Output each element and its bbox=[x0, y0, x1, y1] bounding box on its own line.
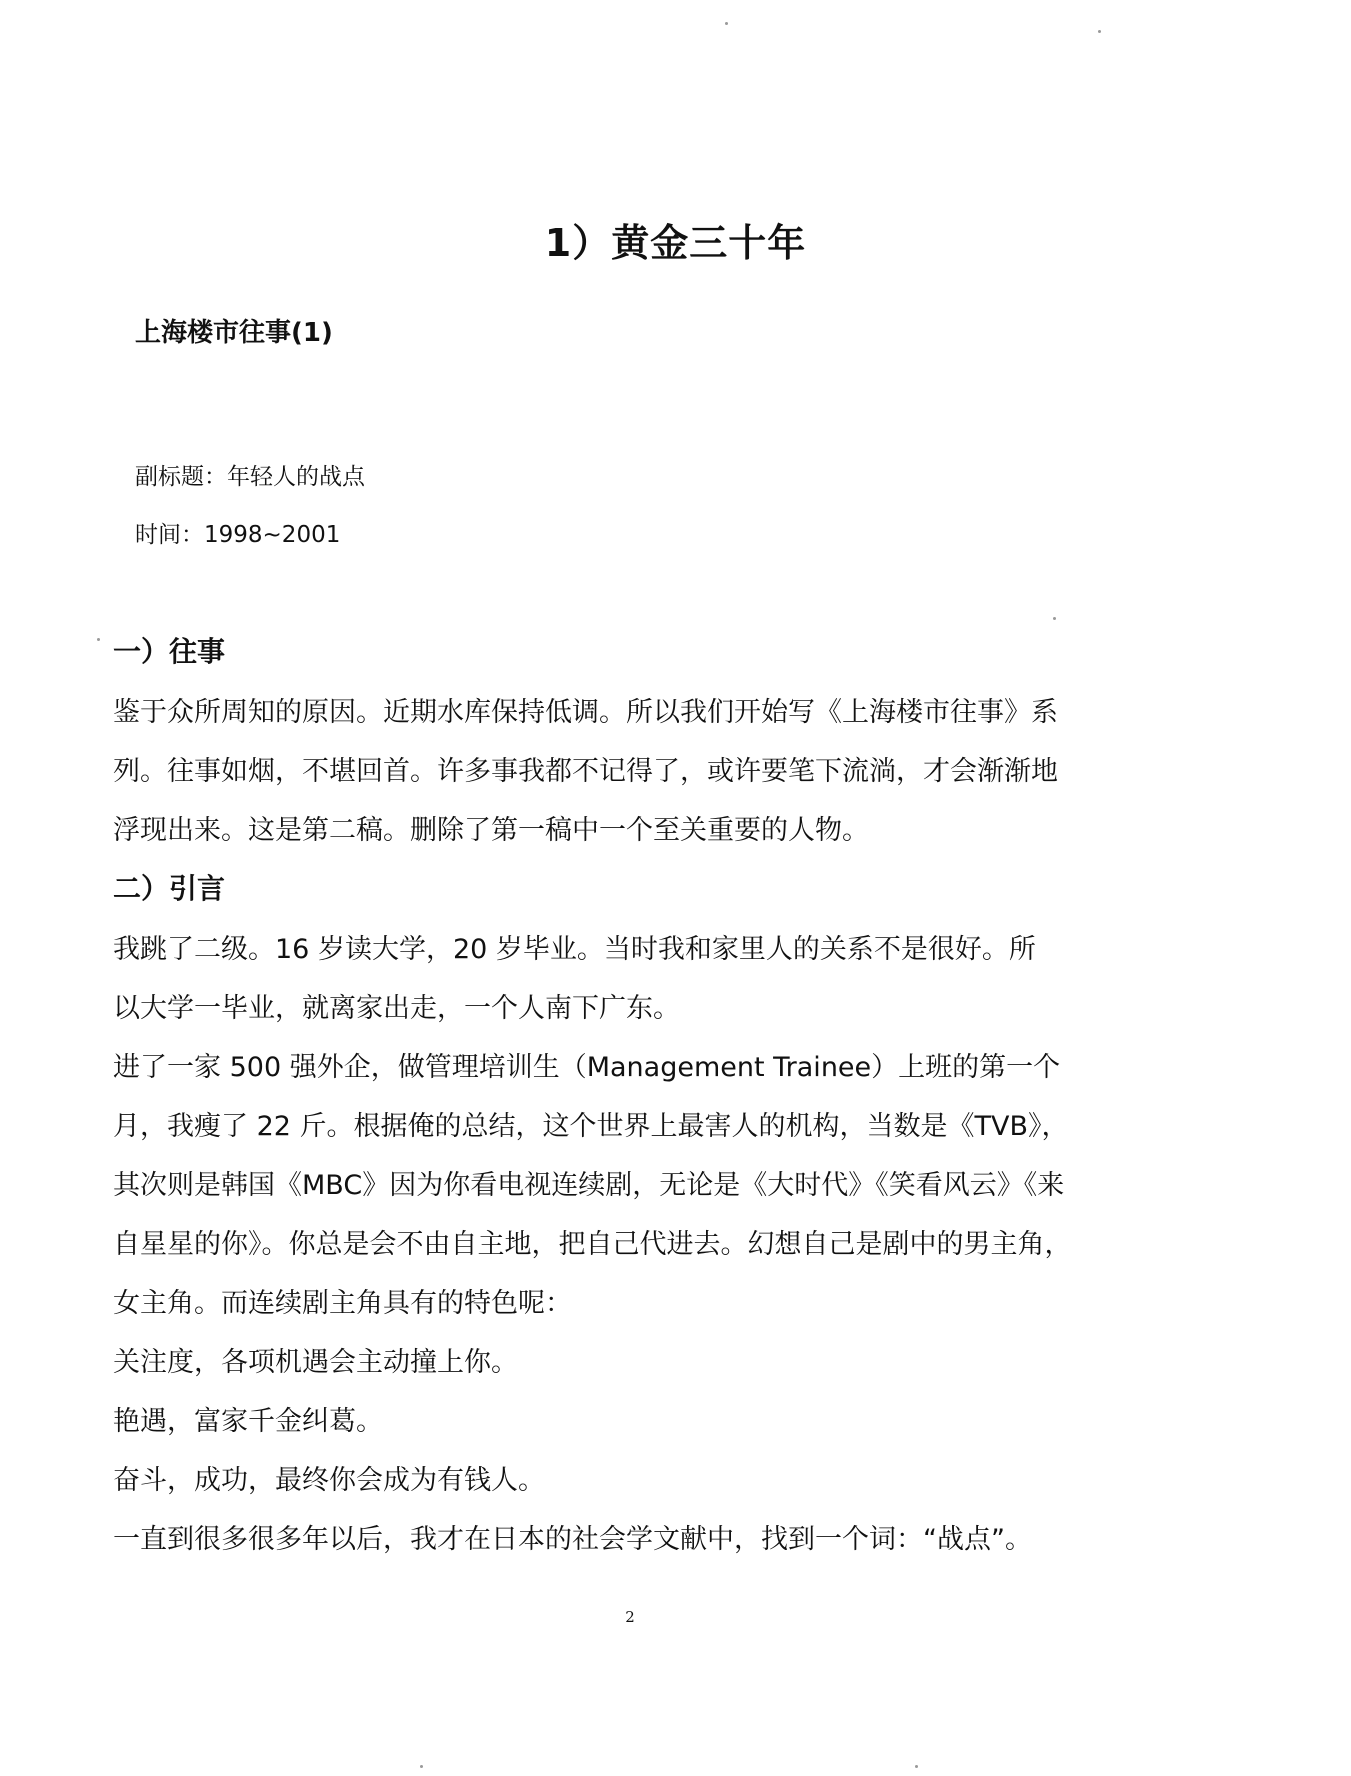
scan-speck bbox=[915, 1765, 918, 1768]
paragraph-line: 自星星的你》。你总是会不由自主地，把自己代进去。幻想自己是剧中的男主角， bbox=[113, 1229, 1072, 1260]
scan-speck bbox=[1098, 30, 1101, 33]
paragraph-line: 艳遇，富家千金纠葛。 bbox=[113, 1406, 383, 1437]
paragraph-line: 女主角。而连续剧主角具有的特色呢： bbox=[113, 1288, 572, 1319]
time-line: 时间：1998~2001 bbox=[135, 522, 341, 548]
scan-speck bbox=[420, 1765, 423, 1768]
paragraph-line: 鉴于众所周知的原因。近期水库保持低调。所以我们开始写《上海楼市往事》系 bbox=[113, 697, 1058, 728]
section-heading-intro: 二）引言 bbox=[113, 872, 226, 905]
scan-speck bbox=[1053, 617, 1056, 620]
paragraph-line: 其次则是韩国《MBC》因为你看电视连续剧，无论是《大时代》《笑看风云》《来 bbox=[113, 1170, 1065, 1201]
paragraph-line: 月，我瘦了 22 斤。根据俺的总结，这个世界上最害人的机构，当数是《TVB》， bbox=[113, 1111, 1069, 1142]
page-title: 1）黄金三十年 bbox=[544, 221, 807, 265]
scan-speck bbox=[725, 22, 728, 25]
paragraph-line: 一直到很多很多年以后，我才在日本的社会学文献中，找到一个词：“战点”。 bbox=[113, 1524, 1032, 1555]
section-body-past bbox=[113, 683, 1153, 860]
page-number: 2 bbox=[625, 1608, 635, 1626]
paragraph-line: 浮现出来。这是第二稿。删除了第一稿中一个至关重要的人物。 bbox=[113, 815, 869, 846]
paragraph-line: 进了一家 500 强外企，做管理培训生（Management Trainee）上班的第一个 bbox=[113, 1052, 1061, 1083]
paragraph-line: 奋斗，成功，最终你会成为有钱人。 bbox=[113, 1465, 545, 1496]
paragraph-line: 我跳了二级。16 岁读大学，20 岁毕业。当时我和家里人的关系不是很好。所 bbox=[113, 934, 1036, 965]
paragraph-line: 以大学一毕业，就离家出走，一个人南下广东。 bbox=[113, 993, 680, 1024]
section-heading-past: 一）往事 bbox=[113, 635, 226, 668]
section-body-intro bbox=[113, 920, 1153, 1569]
subtitle-line: 副标题：年轻人的战点 bbox=[135, 464, 365, 490]
scan-speck bbox=[97, 638, 100, 641]
series-heading: 上海楼市往事(1) bbox=[135, 318, 333, 348]
paragraph-line: 列。往事如烟，不堪回首。许多事我都不记得了，或许要笔下流淌，才会渐渐地 bbox=[113, 756, 1058, 787]
paragraph-line: 关注度，各项机遇会主动撞上你。 bbox=[113, 1347, 518, 1378]
